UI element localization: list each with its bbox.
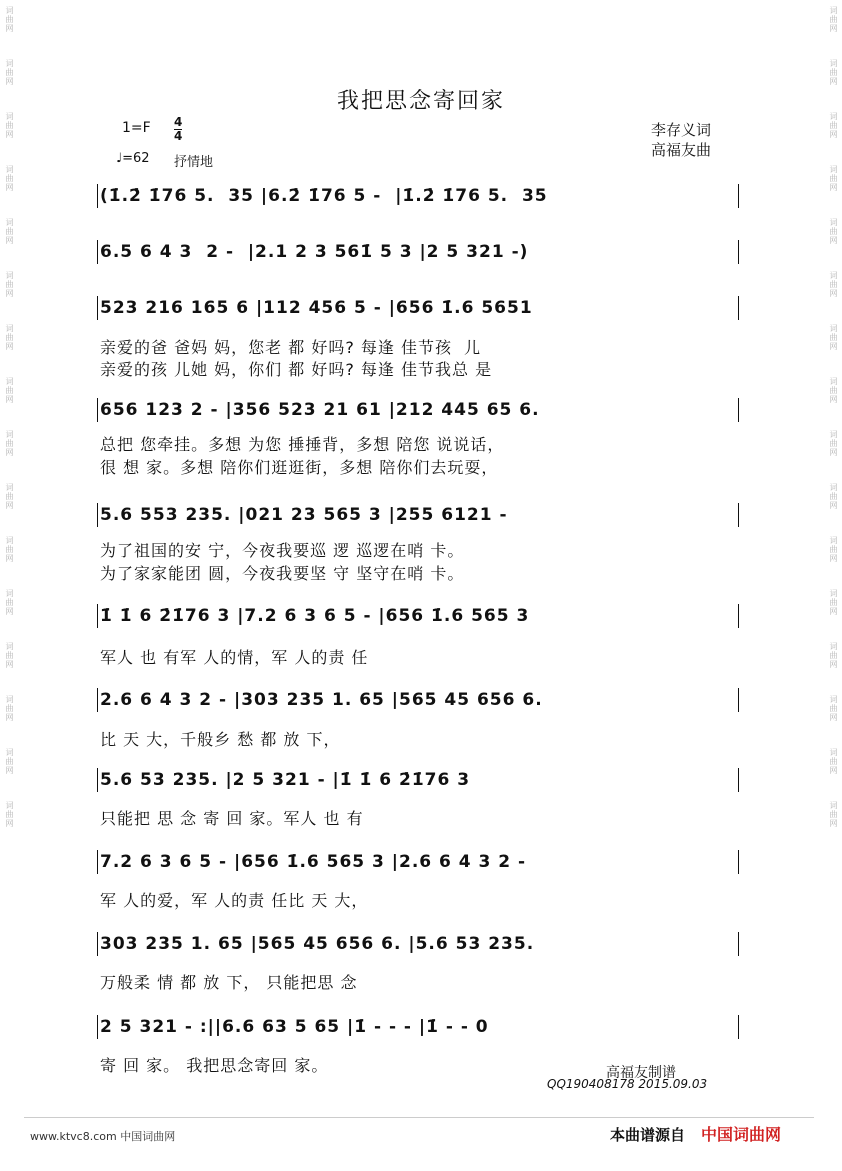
watermark-text: 词曲网 xyxy=(5,165,14,192)
watermark-text: 词曲网 xyxy=(829,165,838,192)
notation-line: 2.6 6 4 3 2 - |303 235 1. 65 |565 45 656 6. xyxy=(100,690,543,710)
composer-credit: 高福友曲 xyxy=(651,141,712,159)
time-signature xyxy=(174,116,182,143)
barline-start xyxy=(97,688,98,712)
barline-end xyxy=(738,932,739,956)
lyric-line: 亲爱的孩 儿她 妈，你们 都 好吗? 每逢 佳节我总 是 xyxy=(100,360,493,379)
watermark-text: 词曲网 xyxy=(829,589,838,616)
lyricist-credit: 李存义词 xyxy=(651,121,712,139)
watermark-text: 词曲网 xyxy=(5,59,14,86)
barline-end xyxy=(738,503,739,527)
watermark-text: 词曲网 xyxy=(829,59,838,86)
source-label: 本曲谱源自 xyxy=(610,1126,686,1144)
barline-end xyxy=(738,240,739,264)
watermark-text: 词曲网 xyxy=(5,589,14,616)
barline-end xyxy=(738,1015,739,1039)
watermark-text: 词曲网 xyxy=(829,6,838,33)
barline-start xyxy=(97,932,98,956)
notation-line: 656 123 2 - |356 523 21 61 |212 445 65 6. xyxy=(100,400,540,420)
lyric-line: 军人 也 有军 人的情，军 人的责 任 xyxy=(100,648,369,667)
watermark-text: 词曲网 xyxy=(5,324,14,351)
watermark-text: 词曲网 xyxy=(829,324,838,351)
lyric-line: 军 人的爱，军 人的责 任比 天 大， xyxy=(100,891,369,910)
notation-line: (1̇.2̇ 1̇76 5. 35 |6.2̇ 1̇76 5 - |1̇.2̇ 1̇76 5. 35 xyxy=(100,186,548,206)
notation-line: 1̇ 1̇ 6 2̇1̇76 3 |7.2 6 3 6 5 - |656 1̇.6 565 3 xyxy=(100,606,530,626)
notation-line: 6.5 6 4 3 2 - |2.1 2 3 561̇ 5 3 |2 5 321 -) xyxy=(100,242,529,262)
arranger-credit: 高福友制谱 xyxy=(606,1065,676,1081)
source-site-link[interactable]: 中国词曲网 xyxy=(701,1125,782,1144)
watermark-text: 词曲网 xyxy=(5,748,14,775)
barline-end xyxy=(738,688,739,712)
watermark-text: 词曲网 xyxy=(829,112,838,139)
watermark-text: 词曲网 xyxy=(829,695,838,722)
watermark-text: 词曲网 xyxy=(5,112,14,139)
barline-end xyxy=(738,296,739,320)
watermark-text: 词曲网 xyxy=(829,642,838,669)
barline-end xyxy=(738,184,739,208)
barline-start xyxy=(97,184,98,208)
watermark-text: 词曲网 xyxy=(829,748,838,775)
watermark-text: 词曲网 xyxy=(829,483,838,510)
watermark-text: 词曲网 xyxy=(829,218,838,245)
lyric-line: 亲爱的爸 爸妈 妈，您老 都 好吗? 每逢 佳节孩 儿 xyxy=(100,338,482,357)
time-sig-numerator: 4 xyxy=(174,115,183,129)
right-watermark-strip xyxy=(824,0,842,1171)
barline-start xyxy=(97,850,98,874)
barline-start xyxy=(97,240,98,264)
barline-start xyxy=(97,296,98,320)
key-signature: 1=F xyxy=(122,120,151,136)
lyric-line: 总把 您牵挂。多想 为您 捶捶背，多想 陪您 说说话， xyxy=(100,435,505,454)
song-title: 我把思念寄回家 xyxy=(336,89,505,114)
watermark-text: 词曲网 xyxy=(5,801,14,828)
notation-line: 303 235 1. 65 |565 45 656 6. |5.6 53 235. xyxy=(100,934,535,954)
credits xyxy=(651,120,711,160)
tempo-mark: ♩=62 xyxy=(116,151,150,166)
lyric-line: 很 想 家。多想 陪你们逛逛街，多想 陪你们去玩耍， xyxy=(100,458,499,477)
barline-start xyxy=(97,503,98,527)
notation-line: 2 5 321 - :||6.6 63 5 65 |1̇ - - - |1̇ - - 0 xyxy=(100,1017,489,1037)
notation-line: 5.6 53 235. |2 5 321 - |1̇ 1̇ 6 2̇1̇76 3 xyxy=(100,770,471,790)
lyric-line: 比 天 大，千般乡 愁 都 放 下， xyxy=(100,730,341,749)
watermark-text: 词曲网 xyxy=(829,801,838,828)
barline-end xyxy=(738,768,739,792)
watermark-text: 词曲网 xyxy=(829,271,838,298)
notation-line: 5.6 553 235. |021 23 565 3 |255 6121 - xyxy=(100,505,508,525)
left-watermark-strip xyxy=(0,0,18,1171)
lyric-line: 寄 回 家。 我把思念寄回 家。 xyxy=(100,1056,329,1075)
barline-start xyxy=(97,398,98,422)
watermark-text: 词曲网 xyxy=(5,695,14,722)
watermark-text: 词曲网 xyxy=(829,430,838,457)
lyric-line: 为了家家能团 圆，今夜我要坚 守 坚守在哨 卡。 xyxy=(100,564,465,583)
expression-mark: 抒情地 xyxy=(174,155,214,170)
barline-start xyxy=(97,604,98,628)
watermark-text: 词曲网 xyxy=(829,377,838,404)
watermark-text: 词曲网 xyxy=(5,642,14,669)
lyric-line: 万般柔 情 都 放 下， 只能把思 念 xyxy=(100,973,358,992)
watermark-text: 词曲网 xyxy=(829,536,838,563)
contact-info: QQ190408178 2015.09.03 xyxy=(547,1077,708,1091)
watermark-text: 词曲网 xyxy=(5,271,14,298)
watermark-text: 词曲网 xyxy=(5,6,14,33)
watermark-text: 词曲网 xyxy=(5,218,14,245)
footer-divider xyxy=(24,1117,814,1118)
barline-end xyxy=(738,850,739,874)
lyric-line: 为了祖国的安 宁，今夜我要巡 逻 巡逻在哨 卡。 xyxy=(100,541,465,560)
watermark-text: 词曲网 xyxy=(5,430,14,457)
barline-end xyxy=(738,398,739,422)
time-sig-denominator: 4 xyxy=(174,129,183,143)
barline-start xyxy=(97,768,98,792)
footer-site-url: www.ktvc8.com 中国词曲网 xyxy=(30,1130,176,1143)
footer-source xyxy=(610,1122,781,1145)
notation-line: 523 216 165 6 |112 456 5 - |656 1̇.6 5651 xyxy=(100,298,533,318)
barline-start xyxy=(97,1015,98,1039)
watermark-text: 词曲网 xyxy=(5,536,14,563)
lyric-line: 只能把 思 念 寄 回 家。军人 也 有 xyxy=(100,809,364,828)
watermark-text: 词曲网 xyxy=(5,483,14,510)
watermark-text: 词曲网 xyxy=(5,377,14,404)
notation-line: 7.2 6 3 6 5 - |656 1̇.6 565 3 |2.6 6 4 3 2 - xyxy=(100,852,527,872)
barline-end xyxy=(738,604,739,628)
